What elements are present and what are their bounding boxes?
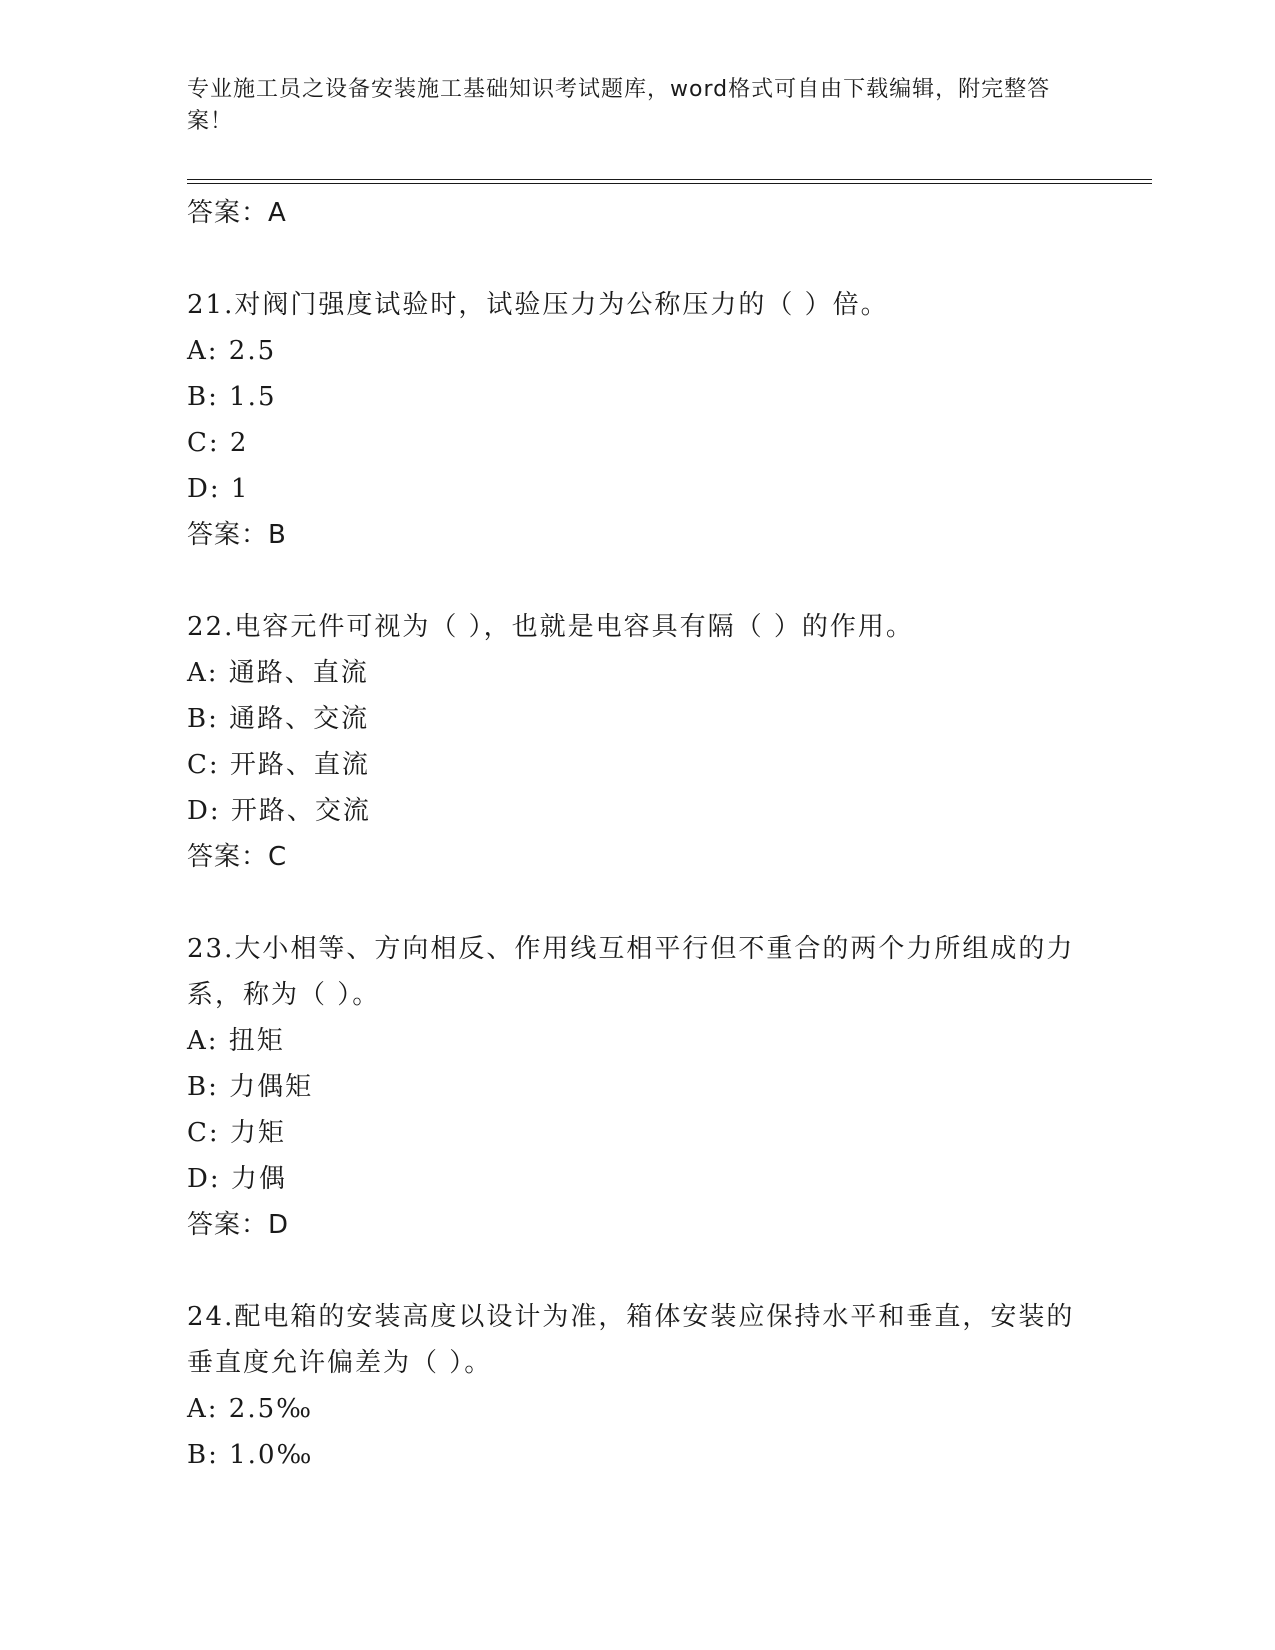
spacer [187, 1248, 1087, 1294]
document-header: 专业施工员之设备安装施工基础知识考试题库，word格式可自由下载编辑，附完整答案！ [187, 77, 1051, 134]
option-a: A: 通路、直流 [187, 658, 369, 688]
option-a: A: 2.5 [187, 336, 277, 366]
option-b: B: 1.0‰ [187, 1440, 314, 1470]
question-text: 24.配电箱的安装高度以设计为准，箱体安装应保持水平和垂直，安装的垂直度允许偏差为（ ）。 [187, 1302, 1075, 1378]
option-d: D: 力偶 [187, 1164, 287, 1194]
option-a: A: 扭矩 [187, 1026, 285, 1056]
header-rule-top [187, 179, 1152, 180]
option-c: C: 开路、直流 [187, 750, 370, 780]
question-block [187, 926, 1087, 1248]
answer-line: 答案：C [187, 842, 288, 872]
question-text: 23.大小相等、方向相反、作用线互相平行但不重合的两个力所组成的力系，称为（ ）。 [187, 934, 1075, 1010]
question-block [187, 282, 1087, 558]
question-block [187, 1294, 1087, 1478]
answer-line: 答案：A [187, 198, 287, 228]
option-c: C: 2 [187, 428, 249, 458]
answer-line: 答案：D [187, 1210, 290, 1240]
option-b: B: 1.5 [187, 382, 277, 412]
option-b: B: 通路、交流 [187, 704, 370, 734]
option-d: D: 1 [187, 474, 250, 504]
question-text: 21.对阀门强度试验时，试验压力为公称压力的（ ）倍。 [187, 290, 889, 320]
option-b: B: 力偶矩 [187, 1072, 314, 1102]
question-text: 22.电容元件可视为（ ），也就是电容具有隔（ ）的作用。 [187, 612, 914, 642]
spacer [187, 236, 1087, 282]
answer-line: 答案：B [187, 520, 287, 550]
spacer [187, 880, 1087, 926]
option-a: A: 2.5‰ [187, 1394, 314, 1424]
option-d: D: 开路、交流 [187, 796, 371, 826]
spacer [187, 558, 1087, 604]
question-block [187, 604, 1087, 880]
document-body [187, 190, 1087, 1478]
option-c: C: 力矩 [187, 1118, 286, 1148]
header-rule-bottom [187, 183, 1152, 184]
